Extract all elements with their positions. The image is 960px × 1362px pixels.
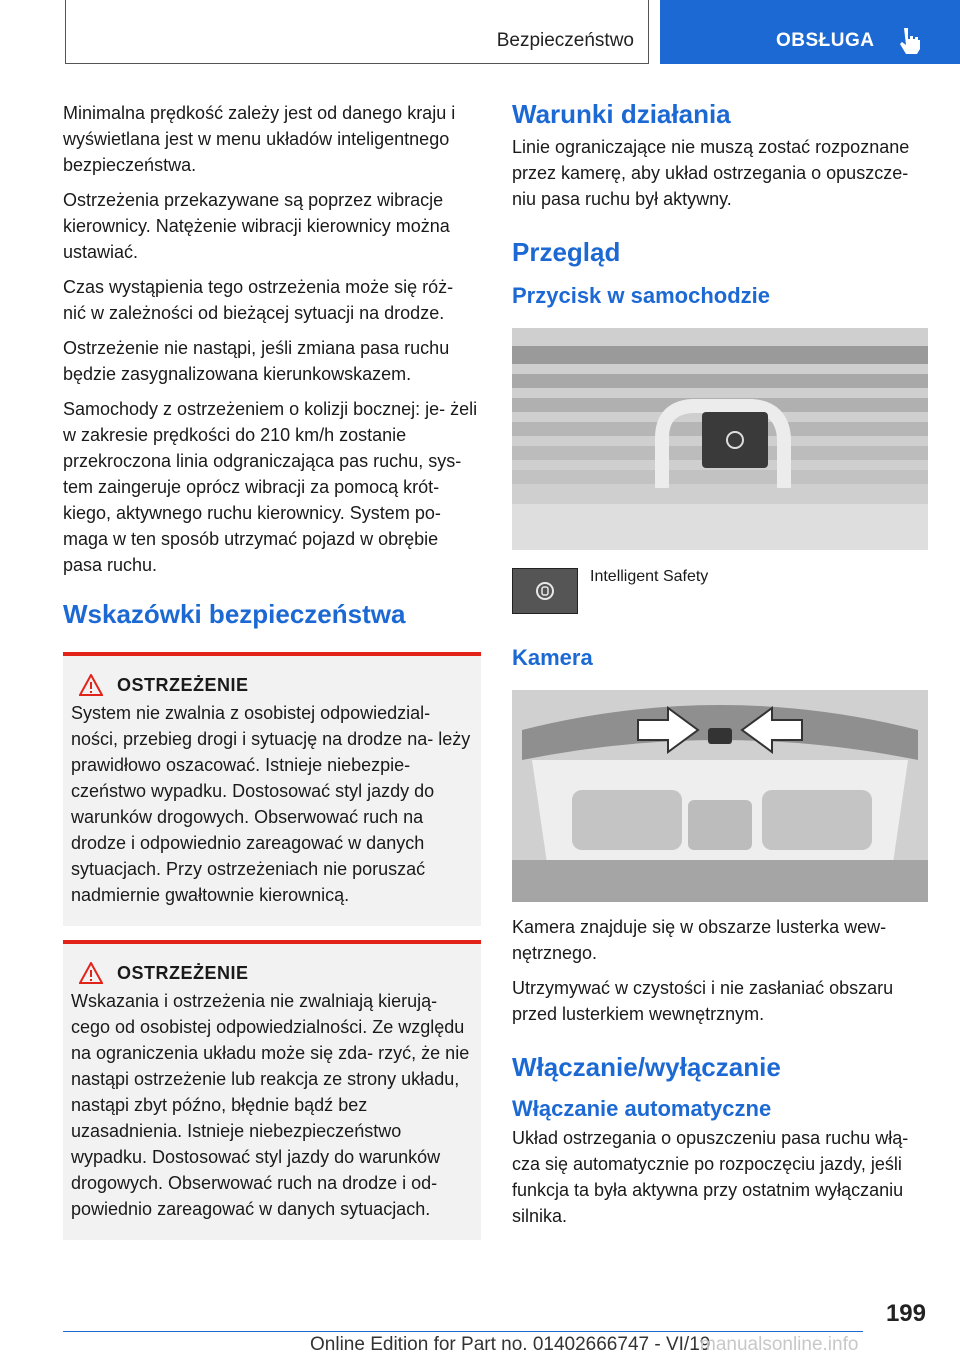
auto-text: Układ ostrzegania o opuszczeniu pasa ruchu włą- cza się automatycznie po rozpoczęciu jazdy, jeśli funkcja ta była aktywna przy ostatnim wyłączaniu silnika. [512, 1128, 909, 1226]
header-section-title: Bezpieczeństwo [496, 30, 634, 51]
conditions-text: Linie ograniczające nie muszą zostać rozpoznane przez kamerę, aby układ ostrzegania o opuszcze- niu pasa ruchu był aktywny. [512, 137, 910, 209]
header-chapter-title: OBSŁUGA [776, 30, 875, 51]
dashboard-button-image [512, 328, 928, 550]
conditions-heading: Warunki działania [512, 99, 731, 129]
warning-triangle-icon [79, 674, 103, 696]
left-column [63, 100, 481, 1240]
camera-heading: Kamera [512, 645, 593, 670]
warning-box [63, 652, 481, 926]
paragraph: Minimalna prędkość zależy jest od danego kraju i wyświetlana jest w menu układów inteligentnego bezpieczeństwa. [63, 103, 456, 175]
warning-text: Wskazania i ostrzeżenia nie zwalniają kierują- cego od osobistej odpowiedzialności. Ze względu na ograniczenia układu może się zda- rzyć, że nie nastąpi ostrzeżenie lub reakcja ze strony układu, nastąpi zbyt późno, błędnie bądź bez uzasadnienia. Istnieje niebezpieczeństwo wypadku. Dostosować styl jazdy do warunków drogowych. Obserwować ruch na drodze i od- powiednio zareagować w danych sytuacjach. [71, 991, 470, 1219]
page-number: 199 [885, 1300, 926, 1327]
warning-text: System nie zwalnia z osobistej odpowiedzial- ności, przebieg drogi i sytuację na drodze na- leży prawidłowo oszacować. Istnieje niebezpie- czeństwo wypadku. Dostosować styl jazdy do warunków drogowych. Obserwować ruch na drodze i odpowiednio zareagować w danych sytuacjach. Przy ostrzeżeniach nie poruszać nadmiernie gwałtownie kierownicą. [71, 703, 471, 905]
auto-heading: Włączanie automatyczne [512, 1096, 772, 1121]
paragraph: Ostrzeżenia przekazywane są poprzez wibracje kierownicy. Natężenie wibracji kierownicy można ustawiać. [63, 190, 450, 262]
intelligent-safety-button-legend [512, 568, 930, 614]
warning-title: OSTRZEŻENIE [117, 962, 249, 983]
safety-heading: Wskazówki bezpieczeństwa [63, 599, 406, 629]
camera-text: Utrzymywać w czystości i nie zasłaniać obszaru przed lusterkiem wewnętrznym. [512, 978, 894, 1024]
paragraph: Ostrzeżenie nie nastąpi, jeśli zmiana pasa ruchu będzie zasygnalizowana kierunkowskazem. [63, 338, 450, 384]
intelligent-safety-label: Intelligent Safety [590, 568, 709, 585]
warning-title: OSTRZEŻENIE [117, 674, 249, 695]
watermark: manualsonline.info [700, 1334, 859, 1355]
hand-pointer-icon [898, 26, 924, 54]
camera-location-image [512, 690, 928, 902]
camera-text: Kamera znajduje się w obszarze lusterka wew- nętrznego. [512, 917, 887, 963]
right-column [512, 100, 930, 1238]
intelligent-safety-button-icon [512, 568, 578, 614]
overview-heading: Przegląd [512, 237, 621, 267]
warning-triangle-icon [79, 962, 103, 984]
paragraph: Czas wystąpienia tego ostrzeżenia może się róż- nić w zależności od bieżącej sytuacji na drodze. [63, 277, 454, 323]
header-chapter-tab[interactable] [660, 0, 960, 64]
onoff-heading: Włączanie/wyłączanie [512, 1052, 781, 1082]
header-section-box [65, 0, 649, 64]
footer-divider [63, 1331, 863, 1332]
button-heading: Przycisk w samochodzie [512, 283, 770, 308]
paragraph: Samochody z ostrzeżeniem o kolizji bocznej: je- żeli w zakresie prędkości do 210 km/h zostanie przekroczona linia odgraniczająca pas ruchu, sys- tem zaingeruje oprócz wibracji za pomocą krót- kiego, aktywnego ruchu kierownicy. System po- maga w ten sposób utrzymać pojazd w obrębie pasa ruchu. [63, 399, 478, 575]
warning-box [63, 940, 481, 1240]
edition-text: Online Edition for Part no. 01402666747 - VI/19 [310, 1334, 711, 1355]
